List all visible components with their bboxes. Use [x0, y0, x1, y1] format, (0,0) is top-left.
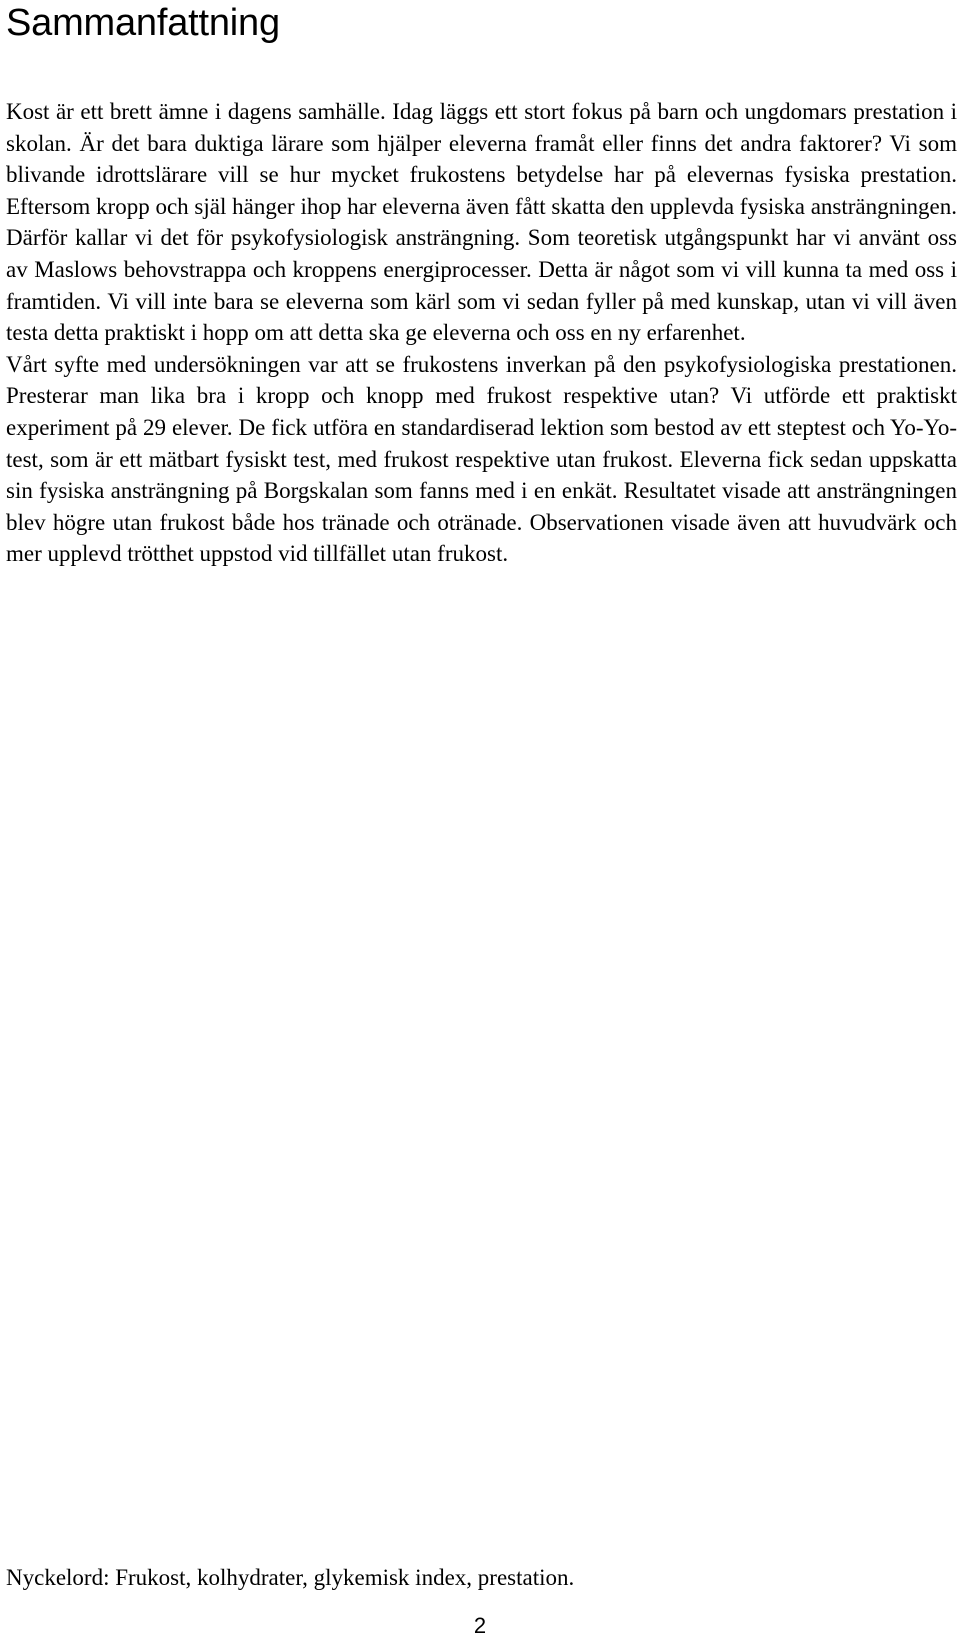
- paragraph-1: Kost är ett brett ämne i dagens samhälle. Idag läggs ett stort fokus på barn och ungdomars prestation i skolan. Är det bara duktiga lärare som hjälper eleverna framåt eller finns det andra faktorer? Vi som blivande idrottslärare vill se hur mycket frukostens betydelse har på elevernas fysiska prestation. Eftersom kropp och själ hänger ihop har eleverna även fått skatta den upplevda fysiska ansträngningen. Därför kallar vi det för psykofysiologisk ansträngning. Som teoretisk utgångspunkt har vi använt oss av Maslows behovstrappa och kroppens energiprocesser. Detta är något som vi vill kunna ta med oss i framtiden. Vi vill inte bara se eleverna som kärl som vi sedan fyller på med kunskap, utan vi vill även testa detta praktiskt i hopp om att detta ska ge eleverna och oss en ny erfarenhet.: [6, 99, 957, 346]
- keywords-line: Nyckelord: Frukost, kolhydrater, glykemisk index, prestation.: [6, 1565, 575, 1590]
- paragraph-2: Vårt syfte med undersökningen var att se frukostens inverkan på den psykofysiologiska prestationen. Presterar man lika bra i kropp och knopp med frukost respektive utan? Vi utförde ett praktiskt experiment på 29 elever. De fick utföra en standardiserad lektion som bestod av ett steptest och Yo-Yo-test, som är ett mätbart fysiskt test, med frukost respektive utan frukost. Eleverna fick sedan uppskatta sin fysiska ansträngning på Borgskalan som fanns med i en enkät. Resultatet visade att ansträngningen blev högre utan frukost både hos tränade och otränade. Observationen visade även att huvudvärk och mer upplevd trötthet uppstod vid tillfället utan frukost.: [6, 351, 957, 567]
- page-title: Sammanfattning: [6, 2, 280, 44]
- summary-body: [6, 96, 957, 570]
- page-number: 2: [473, 1613, 487, 1638]
